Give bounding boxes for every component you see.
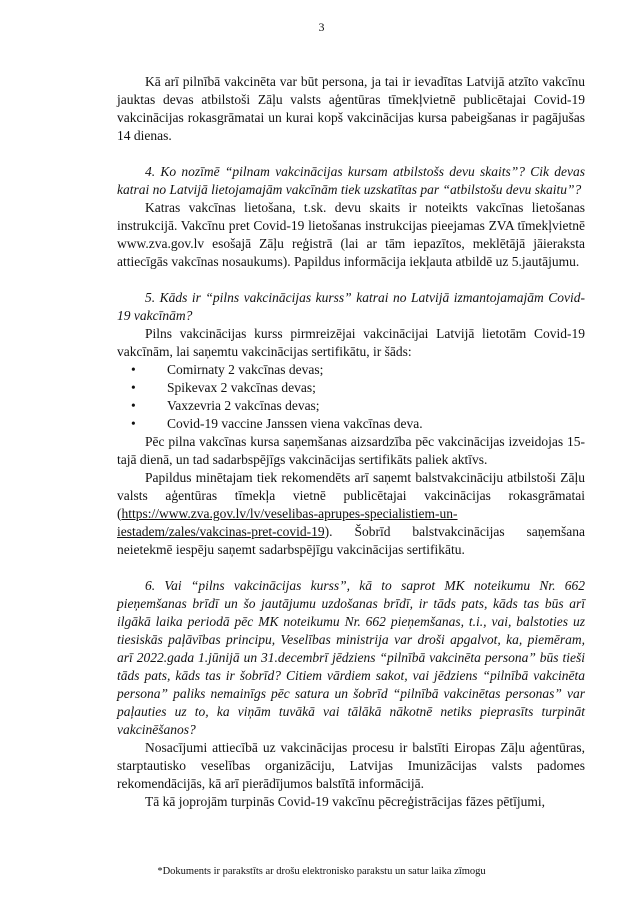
question-4: 4. Ko nozīmē “pilnam vakcinācijas kursam atbilstošs devu skaits”? Cik devas katrai no Latvijā lietojamajām vakcīnām tiek uzskatītas par “atbilstošu devu skaitu”? — [117, 164, 585, 197]
answer-5-protection: Pēc pilna vakcīnas kursa saņemšanas aizsardzība pēc vakcinācijas izveidojas 15-tajā dienā, un tad sadarbspējīgs vakcinācijas sertifikāts paliek aktīvs. — [117, 434, 585, 467]
answer-4: Katras vakcīnas lietošana, t.sk. devu skaits ir noteikts vakcīnas lietošanas instrukcijā. Vakcīnu pret Covid-19 lietošanas instrukcijas pieejamas ZVA tīmekļvietnē www.zva.gov.lv esošajā Zāļu reģistrā (lai ar tām iepazītos, meklētājā jāieraksta attiecīgās vakcīnas nosaukums). Papildus informācija iekļauta atbildē uz 5.jautājumu. — [117, 200, 585, 269]
vaccine-list-item: • Covid-19 vaccine Janssen viena vakcīnas deva. — [131, 416, 423, 431]
answer-5-intro: Pilns vakcinācijas kurss pirmreizējai vakcinācijai Latvijā lietotām Covid-19 vakcīnām, lai saņemtu vakcinācijas sertifikātu, ir šāds: — [117, 326, 585, 359]
question-5: 5. Kāds ir “pilns vakcinācijas kurss” katrai no Latvijā izmantojamajām Covid-19 vakcīnām? — [117, 290, 585, 323]
paragraph-fully-vaccinated-mixed-doses: Kā arī pilnībā vakcinēta var būt persona, ja tai ir ievadītas Latvijā atzīto vakcīnu jauktas devas atbilstoši Zāļu valsts aģentūras tīmekļvietnē publicētajai Covid-19 vakcinācijas rokasgrāmatai un kurai kopš vakcinācijas kursa pabeigšanas ir pagājušas 14 dienas. — [117, 74, 585, 143]
signature-footer-note: *Dokuments ir parakstīts ar drošu elektronisko parakstu un satur laika zīmogu — [157, 866, 486, 877]
page-number: 3 — [318, 20, 325, 34]
answer-5-booster: Papildus minētajam tiek rekomendēts arī saņemt balstvakcināciju atbilstoši Zāļu valsts aģentūras tīmekļa vietnē publicētajai vakcinācijas rokasgrāmatai (https://www.zva.gov.lv/lv/veselibas-aprupes-specialistiem-un-iestadem/zales/vakcinas-pret-covid-19). Šobrīd balstvakcinācijas saņemšana neietekmē iespēju saņemt sadarbspējīgu vakcinācijas sertifikātu. — [117, 470, 585, 557]
bullet-icon: • — [131, 398, 136, 413]
zva-vaccination-handbook-link[interactable]: https://www.zva.gov.lv/lv/veselibas-aprupes-specialistiem-un-iestadem/zales/vakcinas-pret-covid-19 — [117, 506, 458, 539]
vaccine-list-item: • Vaxzevria 2 vakcīnas devas; — [131, 398, 320, 413]
vaccine-list — [117, 361, 585, 433]
bullet-icon: • — [131, 416, 136, 431]
bullet-icon: • — [131, 362, 136, 377]
document-body — [117, 73, 585, 811]
answer-6-continuation: Tā kā joprojām turpinās Covid-19 vakcīnu pēcreģistrācijas fāzes pētījumi, — [145, 794, 545, 809]
answer-6-conditions: Nosacījumi attiecībā uz vakcinācijas procesu ir balstīti Eiropas Zāļu aģentūras, starptautisko veselības organizāciju, Latvijas Imunizācijas valsts padomes rekomendācijās, kā arī pierādījumos balstītā informācijā. — [117, 740, 585, 791]
vaccine-list-item: • Comirnaty 2 vakcīnas devas; — [131, 362, 324, 377]
vaccine-list-item: • Spikevax 2 vakcīnas devas; — [131, 380, 316, 395]
bullet-icon: • — [131, 380, 136, 395]
question-6: 6. Vai “pilns vakcinācijas kurss”, kā to saprot MK noteikumu Nr. 662 pieņemšanas brīdī un šo jautājumu uzdošanas brīdī, ir tāds pats, kāds tas būs arī ilgākā laika periodā pēc MK noteikumu Nr. 662 pieņemšanas, t.i., vai, balstoties uz tiesiskās paļāvības principu, Veselības ministrija var droši apgalvot, ka, piemēram, arī 2022.gada 1.jūnijā un 31.decembrī jēdziens “pilnībā vakcinēta persona” būs tieši tāds pats, kāds tas ir šobrīd? Citiem vārdiem sakot, vai jēdziens “pilnībā vakcinēta persona” paliks nemainīgs pēc satura un šobrīd “pilnībā vakcinētas personas” var paļauties uz to, ka viņām tuvākā vai tālākā nākotnē netiks pieprasīts turpināt vakcinēšanos? — [117, 578, 585, 737]
